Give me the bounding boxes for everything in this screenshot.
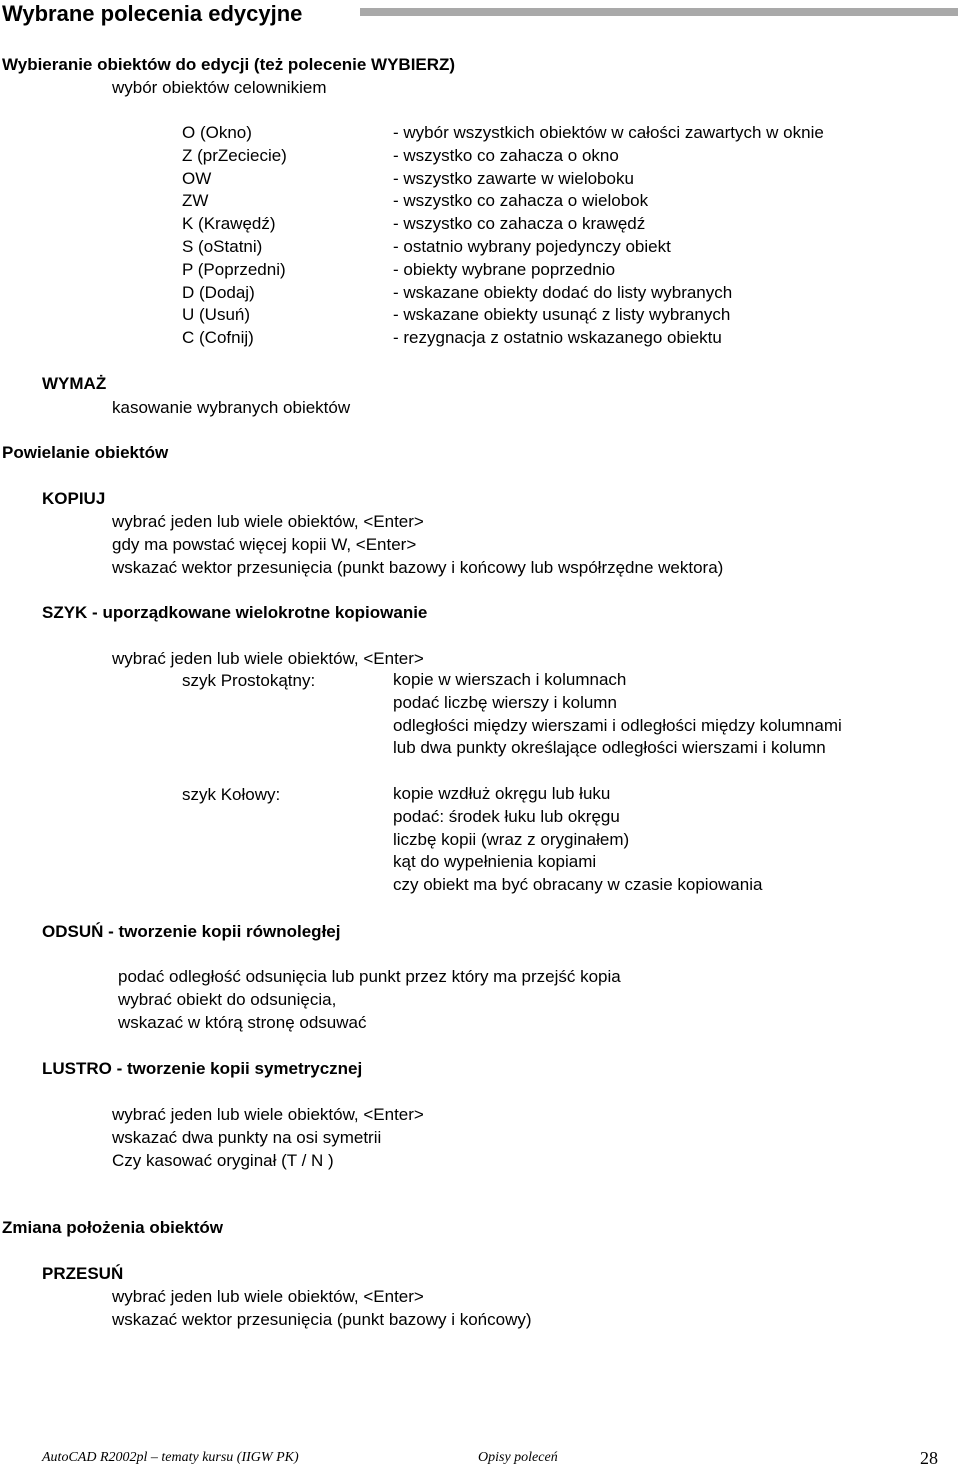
- array-polar-label: szyk Kołowy:: [182, 785, 281, 804]
- option-desc: - wskazane obiekty usunąć z listy wybranych: [393, 305, 731, 325]
- erase-desc: kasowanie wybranych obiektów: [112, 398, 351, 417]
- option-desc: - wszystko co zahacza o krawędź: [393, 214, 646, 234]
- erase-heading: WYMAŻ: [42, 374, 107, 393]
- move-steps: [112, 1286, 532, 1332]
- footer-center: Opisy poleceń: [478, 1450, 558, 1465]
- move-step: wskazać wektor przesunięcia (punkt bazowy i końcowy): [112, 1309, 532, 1329]
- option-desc: - wskazane obiekty dodać do listy wybranych: [393, 282, 733, 302]
- mirror-step: Czy kasować oryginał (T / N ): [112, 1150, 334, 1170]
- select-options-keys: [182, 122, 287, 350]
- option-key: U (Usuń): [182, 305, 251, 325]
- copy-steps: [112, 511, 723, 579]
- footer-left: AutoCAD R2002pl – tematy kursu (IIGW PK): [42, 1450, 299, 1465]
- offset-step: podać odległość odsunięcia lub punkt przez który ma przejść kopia: [118, 967, 621, 986]
- offset-steps: [118, 966, 621, 1034]
- header-rule: [360, 8, 958, 16]
- offset-step: wybrać obiekt do odsunięcia,: [118, 989, 337, 1009]
- option-desc: - wszystko zawarte w wieloboku: [393, 168, 634, 188]
- option-key: C (Cofnij): [182, 328, 254, 348]
- array-rect-line: odległości między wierszami i odległości między kolumnami: [393, 715, 842, 735]
- array-rect-line: podać liczbę wierszy i kolumn: [393, 692, 617, 712]
- copy-step: gdy ma powstać więcej kopii W, <Enter>: [112, 534, 417, 554]
- select-heading: Wybieranie obiektów do edycji (też polecenie WYBIERZ): [2, 55, 456, 74]
- array-polar-lines: [393, 783, 762, 897]
- array-rect-label: szyk Prostokątny:: [182, 671, 316, 690]
- option-key: Z (prZeciecie): [182, 145, 287, 165]
- mirror-step: wybrać jeden lub wiele obiektów, <Enter>: [112, 1105, 424, 1124]
- array-rect-line: kopie w wierszach i kolumnach: [393, 670, 627, 689]
- option-desc: - wszystko co zahacza o wielobok: [393, 191, 649, 211]
- option-desc: - rezygnacja z ostatnio wskazanego obiektu: [393, 328, 722, 348]
- array-polar-line: kąt do wypełnienia kopiami: [393, 852, 597, 872]
- option-key: P (Poprzedni): [182, 259, 286, 279]
- array-rect-line: lub dwa punkty określające odległości wierszami i kolumn: [393, 738, 826, 758]
- array-intro: wybrać jeden lub wiele obiektów, <Enter>: [112, 649, 424, 668]
- array-polar-line: kopie wzdłuż okręgu lub łuku: [393, 784, 611, 803]
- option-key: D (Dodaj): [182, 282, 255, 302]
- array-heading: SZYK - uporządkowane wielokrotne kopiowanie: [42, 603, 428, 622]
- mirror-steps: [112, 1104, 424, 1172]
- page-title: Wybrane polecenia edycyjne: [2, 1, 303, 26]
- move-sub-heading: PRZESUŃ: [42, 1264, 124, 1283]
- option-key: ZW: [182, 191, 209, 211]
- option-key: O (Okno): [182, 123, 252, 142]
- offset-step: wskazać w którą stronę odsuwać: [118, 1012, 367, 1032]
- page-number: 28: [920, 1448, 938, 1468]
- copy-step: wybrać jeden lub wiele obiektów, <Enter>: [112, 512, 424, 531]
- mirror-heading: LUSTRO - tworzenie kopii symetrycznej: [42, 1059, 363, 1078]
- array-rect-lines: [393, 669, 842, 760]
- offset-heading: ODSUŃ - tworzenie kopii równoległej: [42, 922, 341, 941]
- option-key: S (oStatni): [182, 236, 263, 256]
- move-step: wybrać jeden lub wiele obiektów, <Enter>: [112, 1287, 424, 1306]
- select-subheading: wybór obiektów celownikiem: [112, 78, 327, 97]
- array-polar-line: liczbę kopii (wraz z oryginałem): [393, 829, 630, 849]
- option-desc: - wybór wszystkich obiektów w całości zawartych w oknie: [393, 123, 824, 142]
- option-desc: - wszystko co zahacza o okno: [393, 145, 619, 165]
- option-desc: - ostatnio wybrany pojedynczy obiekt: [393, 236, 671, 256]
- copy-step: wskazać wektor przesunięcia (punkt bazowy i końcowy lub współrzędne wektora): [112, 557, 724, 577]
- select-options-descs: [393, 122, 824, 350]
- option-key: OW: [182, 168, 212, 188]
- array-polar-line: czy obiekt ma być obracany w czasie kopiowania: [393, 875, 763, 895]
- option-key: K (Krawędź): [182, 214, 276, 234]
- copy-heading: KOPIUJ: [42, 489, 106, 508]
- duplicate-heading: Powielanie obiektów: [2, 443, 169, 462]
- move-heading: Zmiana położenia obiektów: [2, 1218, 224, 1237]
- option-desc: - obiekty wybrane poprzednio: [393, 259, 616, 279]
- array-polar-line: podać: środek łuku lub okręgu: [393, 806, 620, 826]
- mirror-step: wskazać dwa punkty na osi symetrii: [112, 1127, 382, 1147]
